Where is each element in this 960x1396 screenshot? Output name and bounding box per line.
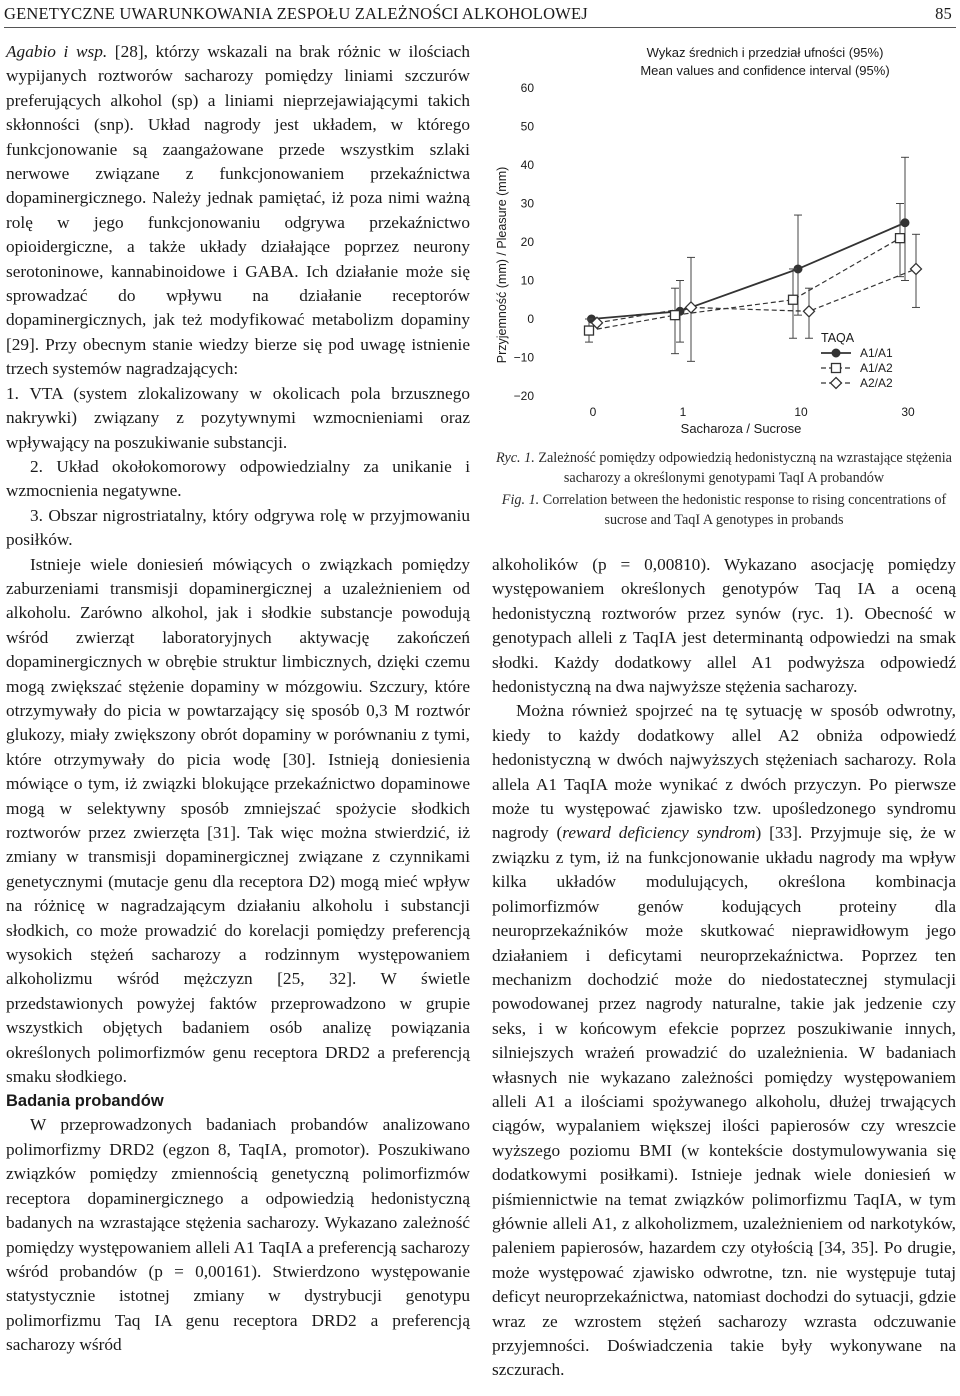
data-point-a1-a2	[671, 311, 680, 320]
page-number: 85	[935, 4, 952, 23]
left-paragraph-2: Istnieje wiele doniesień mówiących o związkach pomiędzy zaburzeniami transmisji dopaminergicznej a uzależnieniem od alkoholu. Zarówno alkohol, jak i słodkie substancje powodują wśród zwierząt laboratoryjnych aktywację zakończeń dopaminergicznych w obrębie struktur limbicznych, dzięki czemu mogą zwiększać stężenie dopaminy w mózgowiu. Szczury, które otrzymywały do picia w powtarzający się sposób 0,3 M roztwór glukozy, miały zwiększony obrót dopaminy w porównaniu z tymi, które otrzymywały do picia wodę [30]. Istnieją doniesienia mówiące o tym, iż związki blokujące przekaźnictwo dopaminowe mogą w selektywny sposób zmniejszać spożycie słodkich roztworów przez zwierzęta [31]. Tak więc można stwierdzić, iż zmiany w transmisji dopaminergicznej związane z czynnikami genetycznymi (mutacje genu dla receptora D2) mogą mieć wpływ na różnicę w nagradzającym działaniu alkoholu i substancji słodkich, co może prowadzić do korelacji pomiędzy preferencją wysokich stężeń sacharozy a rodzinnym występowaniem alkoholizmu wśród mężczyzn [25, 32]. W świetle przedstawionych powyżej faktów przeprowadzono w grupie wszystkich objętych badaniem osób analizę powiązania określonych polimorfizmów genu receptora DRD2 a preferencją smaku słodkiego.	[6, 554, 470, 1087]
y-tick-labels	[514, 81, 535, 403]
list-item-nigrostriatal: 3. Obszar nigrostriatalny, który odgrywa rolę w przyjmowaniu posiłków.	[6, 505, 470, 550]
data-point-a2-a2	[911, 263, 922, 274]
series-line-a1-a2	[589, 238, 900, 330]
y-tick-label: 0	[527, 312, 534, 326]
y-tick-label: 10	[520, 273, 534, 288]
legend-label-a2-a2: A2/A2	[860, 376, 893, 390]
citation-authors: Agabio i wsp.	[6, 42, 108, 61]
caption-en-text: Correlation between the hedonistic response to rising concentrations of sucrose and TaqI A genotypes in probands	[539, 492, 947, 528]
data-point-a1-a1	[901, 219, 909, 227]
legend-label-a1-a2: A1/A2	[860, 361, 893, 375]
x-axis-label: Sacharoza / Sucrose	[680, 421, 802, 436]
chart	[488, 40, 956, 440]
figure-1	[488, 40, 956, 440]
running-header	[4, 4, 956, 28]
list-item-periventricular: 2. Układ okołokomorowy odpowiedzialny za unikanie i wzmocnienia negatywne.	[6, 456, 470, 501]
x-tick-labels	[590, 405, 915, 419]
right-column	[492, 553, 956, 1383]
caption-pl-text: Zależność pomiędzy odpowiedzią hedonistyczną na wzrastające stężenia sacharozy a określonymi genotypami TaqI A probandów	[534, 450, 952, 486]
term-reward-deficiency: reward deficiency syndrom	[562, 823, 756, 843]
y-tick-label: 30	[520, 196, 534, 211]
x-tick-label: 1	[679, 405, 687, 419]
caption-pl-label: Ryc. 1.	[496, 450, 535, 466]
chart-subtitle: Mean values and confidence interval (95%)	[640, 63, 890, 78]
legend-marker-a1-a1	[832, 349, 840, 357]
figure-caption-en	[492, 490, 956, 530]
left-column	[6, 40, 470, 1358]
x-tick-label: 30	[901, 405, 915, 419]
data-point-a1-a2	[585, 326, 594, 335]
figure-caption-pl	[492, 448, 956, 488]
list-item-vta: 1. VTA (system zlokalizowany w okolicach pola brzusznego nakrywki) związany z pozytywnymi wzmocnieniami oraz wpływający na poszukiwanie substancji.	[6, 383, 470, 452]
data-point-a1-a2	[896, 234, 905, 243]
y-tick-label: −20	[513, 389, 534, 403]
legend	[821, 331, 893, 390]
series-line-a2-a2	[597, 269, 916, 323]
series-line-a1-a1	[592, 223, 906, 319]
legend-title: TAQA	[821, 331, 855, 345]
right-paragraph-1: alkoholików (p = 0,00810). Wykazano asocjację pomiędzy występowaniem określonych genotypów Taq IA a oceną hedonistyczną roztworów przez synów (ryc. 1). Obecność w genotypach alleli z TaqIA jest determinantą odpowiedzi na smak słodki. Każdy dodatkowy allel A1 podwyższa odpowiedź hedonistyczną na dwa najwyższe stężenia sacharozy.	[492, 555, 956, 697]
y-tick-label: 50	[520, 119, 534, 134]
data-point-a2-a2	[804, 306, 815, 317]
legend-label-a1-a1: A1/A1	[860, 346, 893, 360]
data-point-a1-a2	[789, 295, 798, 304]
y-tick-label: 40	[520, 158, 534, 172]
legend-marker-a1-a2	[832, 364, 841, 373]
chart-title: Wykaz średnich i przedział ufności (95%)	[646, 45, 884, 60]
left-paragraph-1	[6, 40, 470, 382]
x-tick-label: 10	[794, 405, 808, 419]
y-tick-label: 60	[520, 81, 534, 95]
right-paragraph-2-text-a: Można również spojrzeć na tę sytuację w sposób odwrotny, kiedy to każdy dodatkowy allel A2 obniża odpowiedź hedonistyczną w dwóch najwyższych stężeniach sacharozy. Rola allela A1 TaqIA może wynikać z dwóch przyczyn. Po pierwsze może tu występować zjawisko tzw. upośledzonego syndromu nagrody (	[492, 701, 956, 843]
left-paragraph-3: W przeprowadzonych badaniach probandów analizowano polimorfizmy DRD2 (egzon 8, TaqIA, promotor). Poszukiwano związków pomiędzy zmiennością genetyczną polimorfizmów receptora dopaminergicznego a odpowiedzią hedonistyczną badanych na wzrastające stężenia sacharozy. Wykazano zależność pomiędzy występowaniem alleli A1 TaqIA a preferencją sacharozy wśród probandów (p = 0,00161). Stwierdzono występowanie statystycznie istotnej zmiany w dystrybucji genotypu polimorfizmu Taq IA genu receptora DRD2 a preferencją sacharozy wśród	[6, 1115, 470, 1355]
left-paragraph-1-text: [28], którzy wskazali na brak różnic w ilościach wypijanych roztworów sacharozy pomiędzy liniami szczurów preferujących alkohol (sp) a liniami nieprzejawiającymi takich skłonności (snp). Układ nagrody jest układem, w którego funkcjonowanie są zaangażowane przede wszystkim szlaki nerwowe związane z funkcjonowaniem przekaźnictwa dopaminergicznego. Należy jednak pamiętać, iż poza nimi ważną rolę w jego funkcjonowaniu odgrywa przekaźnictwo opioidergiczne, a także układy działające poprzez neurony serotoninowe, kannabinoidowe i GABA. Ich działanie może się sprowadzać do wpływu na działanie receptorów dopaminergicznych, jak też modyfikować metabolizm dopaminy [29]. Przy obecnym stanie wiedzy bierze się pod uwagę istnienie trzech systemów nagradzających:	[6, 42, 470, 379]
running-title: GENETYCZNE UWARUNKOWANIA ZESPOŁU ZALEŻNOŚCI ALKOHOLOWEJ	[4, 4, 588, 23]
caption-en-label: Fig. 1.	[501, 492, 540, 508]
legend-marker-a2-a2	[831, 378, 842, 389]
section-heading: Badania probandów	[6, 1092, 164, 1111]
y-tick-label: −10	[513, 350, 534, 365]
chart-marks	[585, 157, 922, 361]
right-paragraph-2-text-b: ) [33]. Przyjmuje się, że w związku z tym, iż na funkcjonowanie układu nagrody ma wpływ kilka układów modulujących, określona kombinacja polimorfizmów genów kodujących proteiny dla neuroprzekaźników może skutkować nieprawidłowym jego działaniem i deficytami neuroprzekaźnictwa. Poprzez ten mechanizm dochodzić może do niedostatecznej stymulacji powodowanej przez nagrody naturalne, takie jak jedzenie czy seks, i w końcowym efekcie poprzez poszukiwanie innych, silniejszych wrażeń prowadzić do uzależnienia. W badaniach własnych nie wykazano zależności pomiędzy występowaniem alleli A1 a ilościami spożywanego alkoholu, dłużej trwających ciągów, wypalaniem większej ilości papierosów czy wreszcie wyższego poziomu BMI (w kontekście dostymulowywania się dodatkowymi posiłkami). Istnieje jednak wiele doniesień w piśmiennictwie na temat związków polimorfizmu TaqIA, w tym głównie alleli A1, z alkoholizmem, uzależnieniem od narkotyków, paleniem papierosów, hazardem czy otyłością [34, 35]. Po drugie, może występować zjawisko odwrotne, tzn. nie występuje tutaj deficyt neuroprzekaźnictwa, natomiast dochodzi do sytuacji, gdzie wraz ze wzrostem stężeń sacharozy wzrasta odczuwanie przyjemności. Doświadczenia takie były wykonywane na szczurach.	[492, 823, 956, 1380]
y-tick-label: 20	[520, 235, 534, 249]
y-axis-label: Przyjemność (mm) / Pleasure (mm)	[495, 166, 509, 364]
x-tick-label: 0	[589, 405, 597, 419]
right-paragraph-2	[492, 699, 956, 1382]
data-point-a2-a2	[686, 302, 697, 313]
